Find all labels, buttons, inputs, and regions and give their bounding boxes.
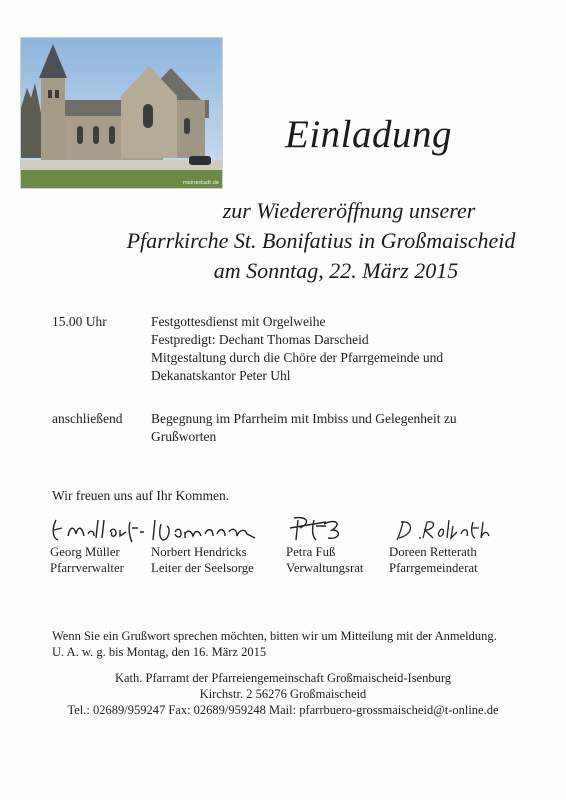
signatory-retterath [389, 514, 519, 576]
welcome-text: Wir freuen uns auf Ihr Kommen. [52, 488, 230, 503]
signature-mueller [50, 514, 150, 544]
church-illustration [21, 38, 222, 188]
footer-line: Kirchstr. 2 56276 Großmaischeid [199, 687, 367, 701]
headline-line-3: am Sonntag, 22. März 2015 [213, 258, 459, 283]
program-line: Festpredigt: Dechant Thomas Darscheid [151, 332, 369, 347]
headline-line-2: Pfarrkirche St. Bonifatius in Großmaischeid [126, 228, 516, 253]
signatory-name: Doreen Retterath [389, 545, 477, 559]
signatory-role: Leiter der Seelsorge [151, 561, 254, 575]
program-line: Mitgestaltung durch die Chöre der Pfarrgemeinde und [151, 350, 444, 365]
signatory-role: Pfarrverwalter [50, 561, 124, 575]
after-label: anschließend [52, 411, 123, 426]
signature-hendricks [151, 514, 261, 544]
signatory-name: Georg Müller [50, 545, 120, 559]
signature-fuss [286, 514, 366, 544]
signatory-name: Norbert Hendricks [151, 545, 247, 559]
program-line: Festgottesdienst mit Orgelweihe [151, 314, 326, 329]
headline-line-1: zur Wiedereröffnung unserer [222, 198, 476, 223]
after-line: Grußworten [151, 429, 217, 444]
church-photo [20, 37, 223, 189]
invitation-title: Einladung [285, 113, 452, 156]
signatory-name: Petra Fuß [286, 545, 336, 559]
program-details [151, 313, 443, 385]
signatory-role: Verwaltungsrat [286, 561, 364, 575]
rsvp-note [52, 628, 497, 660]
after-details [151, 410, 457, 446]
after-line: Begegnung im Pfarrheim mit Imbiss und Gelegenheit zu [151, 411, 457, 426]
note-line: U. A. w. g. bis Montag, den 16. März 2015 [52, 645, 267, 659]
signatory-role: Pfarrgemeinderat [389, 561, 478, 575]
program-line: Dekanatskantor Peter Uhl [151, 368, 291, 383]
signature-retterath [389, 514, 499, 544]
note-line: Wenn Sie ein Grußwort sprechen möchten, bitten wir um Mitteilung mit der Anmeldung. [52, 629, 497, 643]
footer-line: Kath. Pfarramt der Pfarreiengemeinschaft Großmaischeid-Isenburg [114, 671, 452, 685]
footer-line: Tel.: 02689/959247 Fax: 02689/959248 Mail: pfarrbuero-grossmaischeid@t-online.de [67, 703, 499, 717]
parish-footer [0, 670, 566, 718]
program-time: 15.00 Uhr [52, 314, 107, 329]
photo-watermark: meinestadt.de [182, 180, 219, 186]
signatory-hendricks [151, 514, 281, 576]
